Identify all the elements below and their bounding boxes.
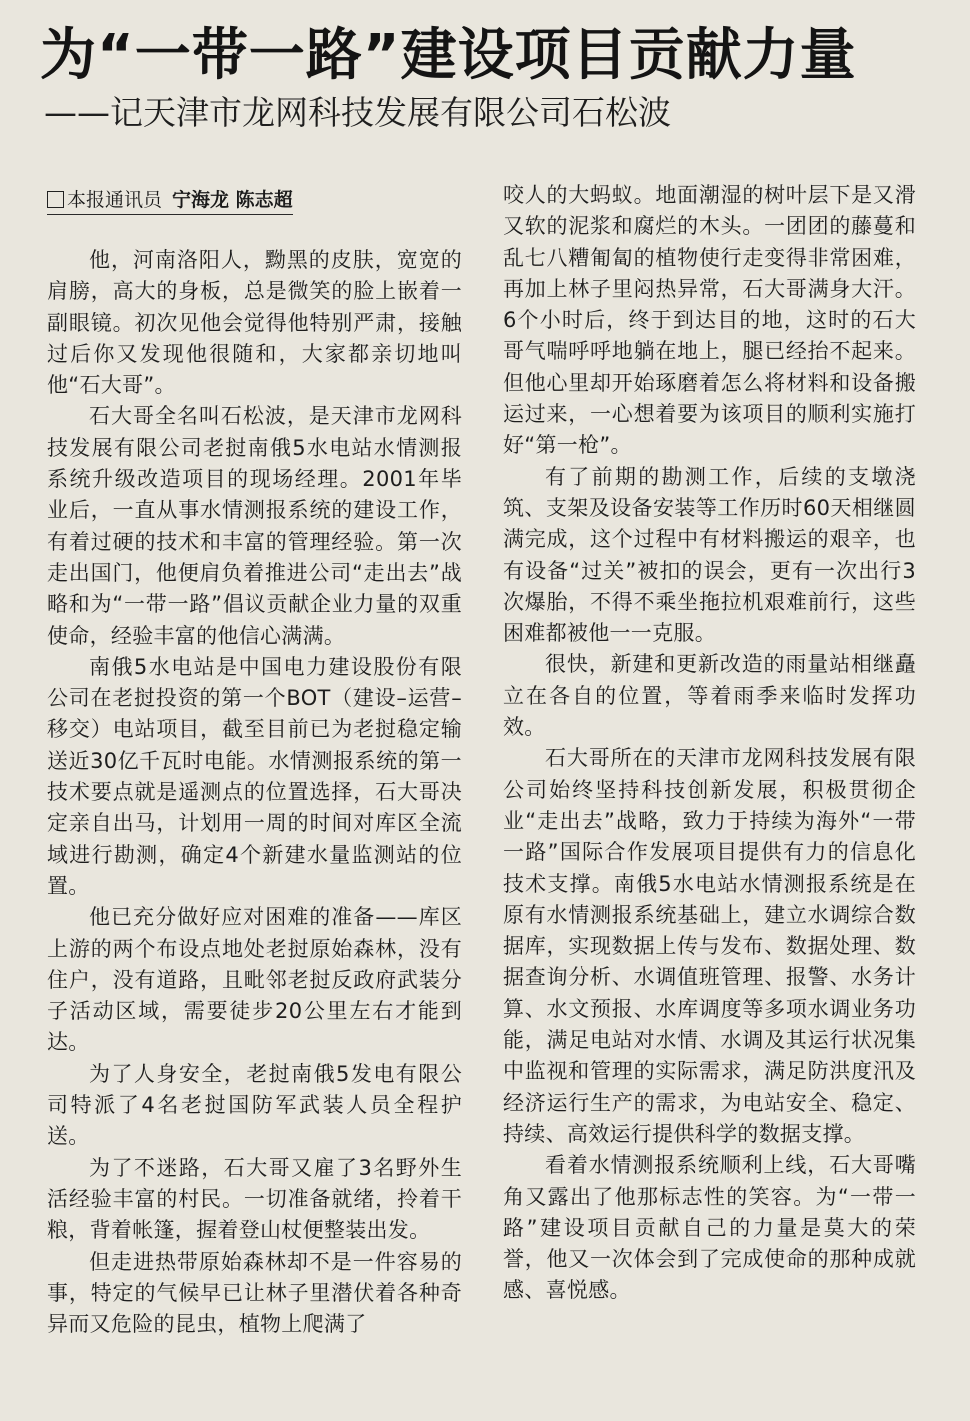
byline-authors: 宁海龙 陈志超 <box>172 189 293 211</box>
article-byline <box>47 187 293 215</box>
right-column <box>503 180 916 1405</box>
paragraph: 有了前期的勘测工作，后续的支墩浇筑、支架及设备安装等工作历时60天相继圆满完成，这个过程中有材料搬运的艰辛，也有设备“过关”被扣的误会，更有一次出行3次爆胎，不得不乘坐拖拉机艰难前行，这些困难都被他一一克服。 <box>503 464 916 646</box>
paragraph-continuation: 咬人的大蚂蚁。地面潮湿的树叶层下是又滑又软的泥浆和腐烂的木头。一团团的藤蔓和乱七八糟匍匐的植物使行走变得非常困难，再加上林子里闷热异常，石大哥满身大汗。6个小时后，终于到达目的地，这时的石大哥气喘呼呼地躺在地上，腿已经抬不起来。但他心里却开始琢磨着怎么将材料和设备搬运过来，一心想着要为该项目的顺利实施打好“第一枪”。 <box>503 183 916 458</box>
article-headline: 为“一带一路”建设项目贡献力量 <box>40 23 857 88</box>
paragraph: 南俄5水电站是中国电力建设股份有限公司在老挝投资的第一个BOT（建设–运营–移交）电站项目，截至目前已为老挝稳定输送近30亿千瓦时电能。水情测报系统的第一技术要点就是遥测点的位置选择，石大哥决定亲自出马，计划用一周的时间对库区全流域进行勘测，确定4个新建水量监测站的位置。 <box>47 654 462 898</box>
paragraph: 他，河南洛阳人，黝黑的皮肤，宽宽的肩膀，高大的身板，总是微笑的脸上嵌着一副眼镜。初次见他会觉得他特别严肃，接触过后你又发现他很随和，大家都亲切地叫他“石大哥”。 <box>47 248 462 398</box>
square-bullet-icon <box>47 191 64 208</box>
paragraph: 石大哥全名叫石松波，是天津市龙网科技发展有限公司老挝南俄5水电站水情测报系统升级改造项目的现场经理。2001年毕业后，一直从事水情测报系统的建设工作，有着过硬的技术和丰富的管理经验。第一次走出国门，他便肩负着推进公司“走出去”战略和为“一带一路”倡议贡献企业力量的双重使命，经验丰富的他信心满满。 <box>47 404 462 648</box>
byline-prefix: 本报通讯员 <box>67 189 163 211</box>
paragraph: 为了人身安全，老挝南俄5发电有限公司特派了4名老挝国防军武装人员全程护送。 <box>47 1061 462 1149</box>
paragraph: 但走进热带原始森林却不是一件容易的事，特定的气候早已让林子里潜伏着各种奇异而又危险的昆虫，植物上爬满了 <box>47 1249 462 1337</box>
paragraph: 为了不迷路，石大哥又雇了3名野外生活经验丰富的村民。一切准备就绪，拎着干粮，背着帐篷，握着登山杖便整装出发。 <box>47 1155 462 1243</box>
left-column <box>47 245 462 1405</box>
paragraph: 石大哥所在的天津市龙网科技发展有限公司始终坚持科技创新发展，积极贯彻企业“走出去”战略，致力于持续为海外“一带一路”国际合作发展项目提供有力的信息化技术支撑。南俄5水电站水情测报系统是在原有水情测报系统基础上，建立水调综合数据库，实现数据上传与发布、数据处理、数据查询分析、水调值班管理、报警、水务计算、水文预报、水库调度等多项水调业务功能，满足电站对水情、水调及其运行状况集中监视和管理的实际需求，满足防洪度汛及经济运行生产的需求，为电站安全、稳定、持续、高效运行提供科学的数据支撑。 <box>503 746 916 1146</box>
paragraph: 很快，新建和更新改造的雨量站相继矗立在各自的位置，等着雨季来临时发挥功效。 <box>503 652 916 740</box>
paragraph: 他已充分做好应对困难的准备——库区上游的两个布设点地处老挝原始森林，没有住户，没有道路，且毗邻老挝反政府武装分子活动区域，需要徒步20公里左右才能到达。 <box>47 905 462 1055</box>
article-subheadline: ——记天津市龙网科技发展有限公司石松波 <box>44 93 671 132</box>
paragraph: 看着水情测报系统顺利上线，石大哥嘴角又露出了他那标志性的笑容。为“一带一路”建设项目贡献自己的力量是莫大的荣誉，他又一次体会到了完成使命的那种成就感、喜悦感。 <box>503 1153 916 1303</box>
